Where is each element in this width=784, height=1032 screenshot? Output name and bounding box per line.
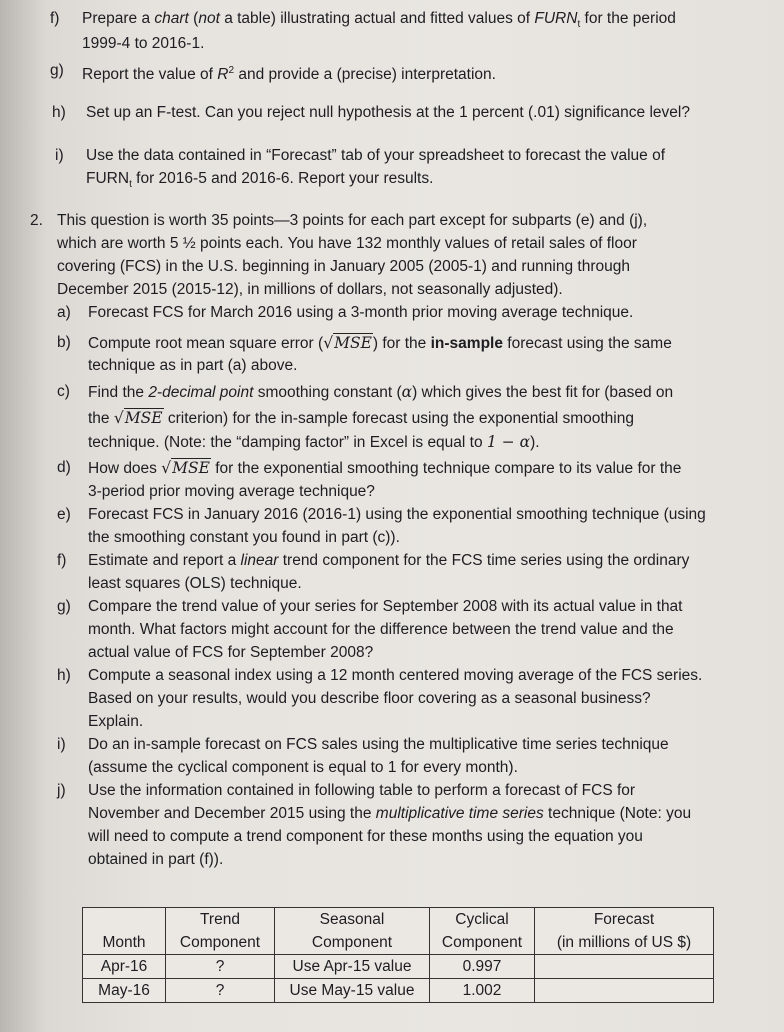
- text-2c-line1: Find the 2-decimal point smoothing constant (α) which gives the best fit for (based on: [88, 383, 674, 401]
- text-2j-line4: obtained in part (f)).: [88, 851, 224, 868]
- table-cell-cyclical: 0.997: [430, 955, 535, 979]
- table-cell-trend: ?: [166, 955, 275, 979]
- table-header-cell: Cyclical: [430, 908, 535, 932]
- text-2h-line2: Based on your results, would you describe floor covering as a seasonal business?: [88, 690, 651, 707]
- table-cell-forecast: [535, 979, 714, 1003]
- text-2a: Forecast FCS for March 2016 using a 3-month prior moving average technique.: [88, 304, 634, 321]
- table-cell-cyclical: 1.002: [430, 979, 535, 1003]
- intro-line-4: December 2015 (2015-12), in millions of dollars, not seasonally adjusted).: [57, 281, 563, 298]
- text-1h: Set up an F-test. Can you reject null hypothesis at the 1 percent (.01) significance level?: [86, 104, 690, 121]
- intro-line-2: which are worth 5 ½ points each. You have 132 monthly values of retail sales of floor: [57, 235, 637, 252]
- text-1i-line1: Use the data contained in “Forecast” tab of your spreadsheet to forecast the value of: [86, 147, 666, 164]
- label-2e: e): [57, 506, 71, 523]
- text-2g-line2: month. What factors might account for the difference between the trend value and the: [88, 621, 674, 638]
- label-1i: i): [55, 147, 64, 164]
- text-1i-line2: $FURN_t$ for 2016-5 and 2016-6. Report your results.: [86, 170, 434, 191]
- table-header-row-2: [83, 931, 714, 955]
- text-2e-line2: the smoothing constant you found in part (c)).: [88, 529, 400, 546]
- label-2f: f): [57, 552, 67, 569]
- text-2j-line3: will need to compute a trend component for these months using the equation you: [88, 828, 643, 845]
- table-cell-seasonal: Use Apr-15 value: [275, 955, 430, 979]
- label-2d: d): [57, 459, 71, 476]
- table-header-cell: (in millions of US $): [535, 931, 714, 955]
- question-2-number: 2.: [30, 212, 43, 229]
- text-2d-line1: How does √MSE for the exponential smoothing technique compare to its value for the: [88, 459, 682, 477]
- label-1g: g): [50, 62, 64, 79]
- table-cell-trend: ?: [166, 979, 275, 1003]
- text-2h-line1: Compute a seasonal index using a 12 month centered moving average of the FCS series.: [88, 667, 703, 684]
- table-cell-forecast: [535, 955, 714, 979]
- table-header-cell: Component: [430, 931, 535, 955]
- text-2j-line1: Use the information contained in following table to perform a forecast of FCS for: [88, 782, 636, 799]
- table-header-cell: Component: [275, 931, 430, 955]
- table-header-cell: Forecast: [535, 908, 714, 932]
- text-2c-line3: technique. (Note: the “damping factor” in Excel is equal to 1 − α).: [88, 433, 540, 451]
- label-2i: i): [57, 736, 66, 753]
- text-2j-line2: November and December 2015 using the multiplicative time series technique (Note: you: [88, 805, 692, 822]
- table-cell-month: May-16: [83, 979, 166, 1003]
- table-header-cell: Seasonal: [275, 908, 430, 932]
- table-cell-seasonal: Use May-15 value: [275, 979, 430, 1003]
- text-2e-line1: Forecast FCS in January 2016 (2016-1) using the exponential smoothing technique (using: [88, 506, 706, 523]
- text-2b-line2: technique as in part (a) above.: [88, 357, 298, 374]
- label-2a: a): [57, 304, 71, 321]
- table-header-cell: Component: [166, 931, 275, 955]
- table-row: [83, 979, 714, 1003]
- table-header-cell: [83, 908, 166, 932]
- text-2f-line2: least squares (OLS) technique.: [88, 575, 302, 592]
- text-2i-line1: Do an in-sample forecast on FCS sales using the multiplicative time series technique: [88, 736, 669, 753]
- table-row: [83, 955, 714, 979]
- table-header-row-1: [83, 908, 714, 932]
- label-2j: j): [57, 782, 66, 799]
- forecast-table: [82, 907, 714, 1003]
- text-2f-line1: Estimate and report a linear trend component for the FCS time series using the ordinary: [88, 552, 690, 569]
- table-cell-month: Apr-16: [83, 955, 166, 979]
- label-2b: b): [57, 334, 71, 351]
- label-2g: g): [57, 598, 71, 615]
- label-2c: c): [57, 383, 70, 400]
- label-1f: f): [50, 10, 60, 27]
- text-2i-line2: (assume the cyclical component is equal to 1 for every month).: [88, 759, 518, 776]
- text-1g: Report the value of $R^2$ and provide a (precise) interpretation.: [82, 65, 496, 84]
- label-2h: h): [57, 667, 71, 684]
- text-2c-line2: the √MSE criterion) for the in-sample forecast using the exponential smoothing: [88, 409, 634, 427]
- table-header-cell: Trend: [166, 908, 275, 932]
- text-1f-line1: Prepare a chart (not a table) illustrating actual and fitted values of $FURN_t$ for the period: [82, 10, 676, 31]
- table-header-cell: Month: [83, 931, 166, 955]
- text-2g-line1: Compare the trend value of your series for September 2008 with its actual value in that: [88, 598, 683, 615]
- intro-line-3: covering (FCS) in the U.S. beginning in January 2005 (2005-1) and running through: [57, 258, 630, 275]
- text-2d-line2: 3-period prior moving average technique?: [88, 483, 375, 500]
- text-2b-line1: Compute root mean square error (√MSE) for the in-sample forecast using the same: [88, 334, 672, 352]
- intro-line-1: This question is worth 35 points—3 points for each part except for subparts (e) and (j),: [57, 212, 648, 229]
- text-2h-line3: Explain.: [88, 713, 144, 730]
- label-1h: h): [52, 104, 66, 121]
- text-1f-line2: 1999-4 to 2016-1.: [82, 35, 205, 52]
- text-2g-line3: actual value of FCS for September 2008?: [88, 644, 374, 661]
